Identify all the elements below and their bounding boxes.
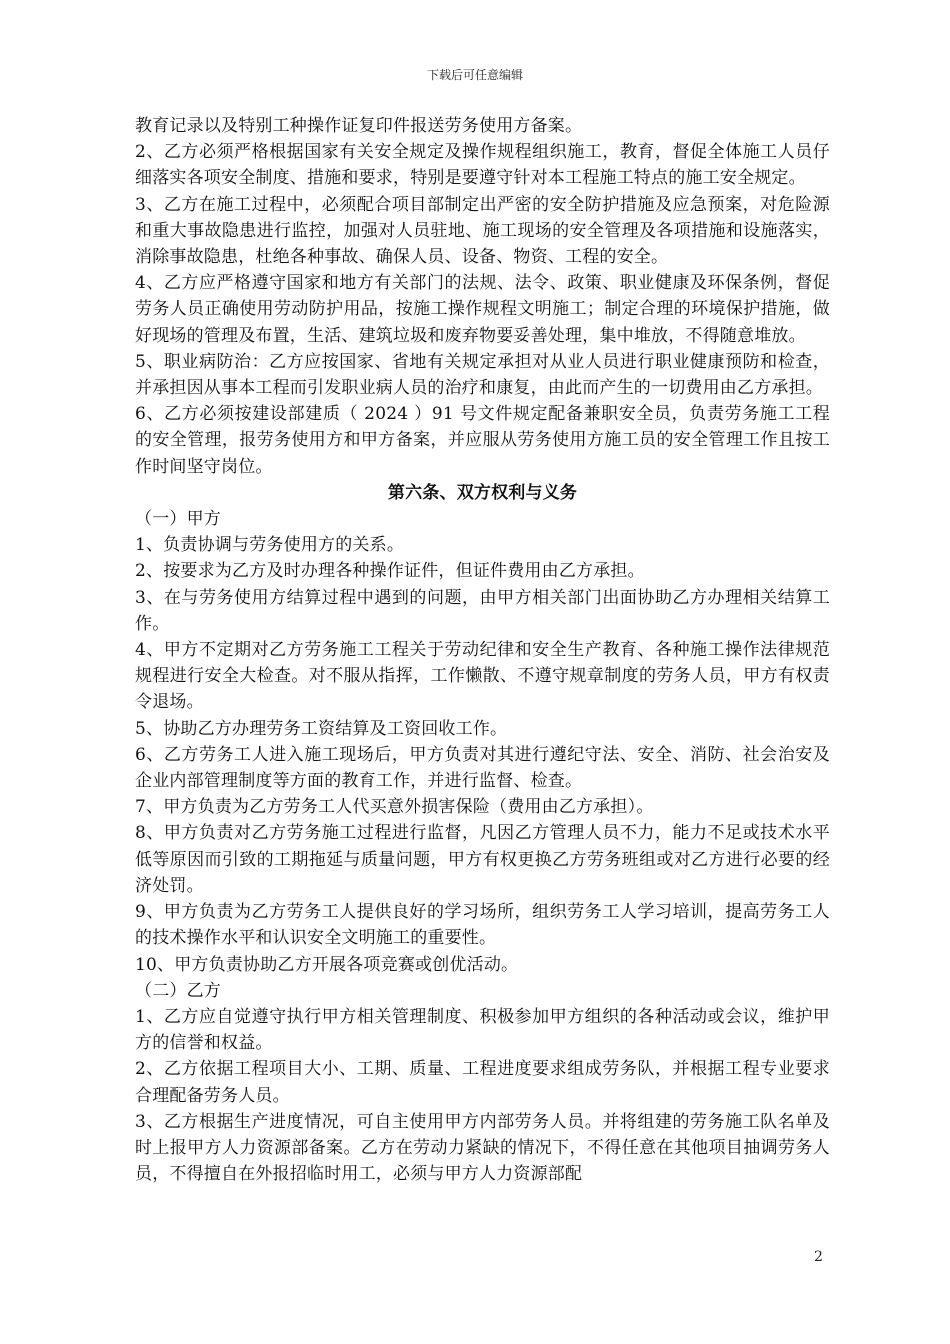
party-a-item: 10、甲方负责协助乙方开展各项竞赛或创优活动。 [135,954,519,975]
party-b-item: 3、乙方根据生产进度情况，可自主使用甲方内部劳务人员。并将组建的劳务施工队名单及时上报甲方人力资源部备案。乙方在劳动力紧缺的情况下，不得任意在其他项目抽调劳务人员，不得擅自在外报招临时用工，必须与甲方人力资源部配 [135,1111,830,1185]
party-b-item: 2、乙方依据工程项目大小、工期、质量、工程进度要求组成劳务队，并根据工程专业要求合理配备劳务人员。 [135,1059,830,1106]
document-body [135,113,830,1187]
paragraph: 3、乙方在施工过程中，必须配合项目部制定出严密的安全防护措施及应急预案，对危险源和重大事故隐患进行监控，加强对人员驻地、施工现场的安全管理及各项措施和设施落实，消除事故隐患，杜绝各种事故、确保人员、设备、物资、工程的安全。 [135,194,830,268]
party-a-item: 8、甲方负责对乙方劳务施工过程进行监督，凡因乙方管理人员不力，能力不足或技术水平低等原因而引致的工期拖延与质量问题，甲方有权更换乙方劳务班组或对乙方进行必要的经济处罚。 [135,823,830,896]
party-a-item: 5、协助乙方办理劳务工资结算及工资回收工作。 [135,718,508,739]
page-header: 下载后可任意编辑 [426,68,523,82]
party-a-item: 6、乙方劳务工人进入施工现场后，甲方负责对其进行遵纪守法、安全、消防、社会治安及企业内部管理制度等方面的教育工作，并进行监督、检查。 [135,744,830,792]
section-heading: 第六条、双方权利与义务 [387,482,578,503]
party-b-item: 1、乙方应自觉遵守执行甲方相关管理制度、积极参加甲方组织的各种活动或会议，维护甲方的信誉和权益。 [135,1006,830,1054]
party-a-item: 9、甲方负责为乙方劳务工人提供良好的学习场所，组织劳务工人学习培训，提高劳务工人的技术操作水平和认识安全文明施工的重要性。 [135,902,830,949]
party-a-item: 2、按要求为乙方及时办理各种操作证件，但证件费用由乙方承担。 [135,561,645,582]
paragraph: 教育记录以及特别工种操作证复印件报送劳务使用方备案。 [135,116,583,136]
party-b-title: （二）乙方 [135,980,221,1001]
party-a-title: （一）甲方 [135,509,221,530]
paragraph: 6、乙方必须按建设部建质（ 2024 ）91 号文件规定配备兼职安全员，负责劳务施工工程的安全管理，报劳务使用方和甲方备案，并应服从劳务使用方施工员的安全管理工作且按工作时间坚守岗位。 [135,404,830,477]
party-a-item: 3、在与劳务使用方结算过程中遇到的问题，由甲方相关部门出面协助乙方办理相关结算工作。 [135,587,830,634]
party-a-item: 7、甲方负责为乙方劳务工人代买意外损害保险（费用由乙方承担）。 [135,797,654,818]
party-a-item: 4、甲方不定期对乙方劳务施工工程关于劳动纪律和安全生产教育、各种施工操作法律规范规程进行安全大检查。对不服从指挥，工作懒散、不遵守规章制度的劳务人员，甲方有权责令退场。 [135,640,830,713]
paragraph: 2、乙方必须严格根据国家有关安全规定及操作规程组织施工，教育，督促全体施工人员仔细落实各项安全制度、措施和要求，特别是要遵守针对本工程施工特点的施工安全规定。 [135,142,830,189]
party-a-item: 1、负责协调与劳务使用方的关系。 [135,535,405,556]
paragraph: 4、乙方应严格遵守国家和地方有关部门的法规、法令、政策、职业健康及环保条例，督促劳务人员正确使用劳动防护用品，按施工操作规程文明施工；制定合理的环境保护措施，做好现场的管理及布置，生活、建筑垃圾和废弃物要妥善处理，集中堆放，不得随意堆放。 [135,273,830,346]
page-number: 2 [814,1249,823,1265]
paragraph: 5、职业病防治：乙方应按国家、省地有关规定承担对从业人员进行职业健康预防和检查，并承担因从事本工程而引发职业病人员的治疗和康复，由此而产生的一切费用由乙方承担。 [135,351,830,399]
